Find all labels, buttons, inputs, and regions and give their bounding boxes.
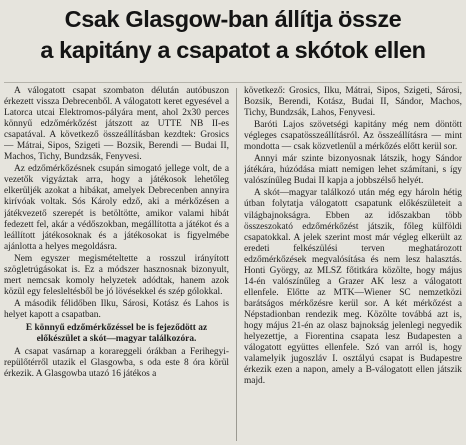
paragraph: A válogatott csapat szombaton délután autóbuszon érkezett vissza Debrecenből. A válogatott keret egyesével a Latorca utcai Elektromos-pályára ment, ahol 2x30 perces könnyű edzőmérkőzést játszott az UTTE NB II-es csapatával. A következő összeállításban kezdtek: Grosics — Mátrai, Sipos, Szigeti — Bozsik, Berendi — Budai II, Machos, Tichy, Bundzsák, Fenyvesi. [4, 86, 229, 163]
right-column [244, 86, 462, 445]
paragraph: Az edzőmérkőzésnek csupán simogató jellege volt, de a vezetők vigyáztak arra, hogy a játékosok lehetőleg elkerüljék azokat a hibákat, amelyek Debrecenben annyira kirívóak voltak. Sós Károly edző, aki a mérkőzésen a játékvezető szerepét is betöltötte, amikor valami hibát fedezett fel, akár a védőszokban, megállította a játékot és a leállított játékosoknak és a játékosokat is figyelmébe ajánlotta a helyes megoldásra. [4, 164, 229, 252]
headline-line-2: a kapitány a csapatot a skótok ellen [40, 37, 426, 63]
paragraph: következő: Grosics, Ilku, Mátrai, Sipos, Szigeti, Sárosi, Bozsik, Berendi, Kotász, Budai II, Sándor, Machos, Tichy, Bundzsák, Lahos, Fenyvesi. [244, 86, 462, 119]
column-divider [236, 88, 237, 441]
paragraph: A skót—magyar találkozó után még egy hároln hétig útban folytatja válogatott csapatunk előkészületeit a világbajnokságra. Ebben az időszakban több összeszokató edzőmérkőzést játszik, főleg külföldi csapatokkal. A jelek szerint most már végleg elkerült az eredeti felkészülési terven meghatározott edzőmérkőzések megvalósítása és nem lesz halasztás. Honti György, az MLSZ főtitkára közölte, hogy május 14-én valószínűleg a Grazer AK lesz a válogatott ellenfele. Előtte az MTK—Wiener SC nemzetközi barátságos mérkőzésre kerül sor. A két mérkőzést a Népstadionban rendezik meg. Közölte továbbá azt is, hogy május 21-én az olasz bajnokság jelenlegi negyedik helyezettje, a Fiorentina csapata lesz Budapesten a válogatott együttes ellenfele. Szó van arról is, hogy valamelyik jugoszláv I. osztályú csapat is Budapestre érkezik ezen a napon, amely a B-válogatott ellen játszik majd. [244, 188, 462, 387]
paragraph: A második félidőben Ilku, Sárosi, Kotász és Lahos is helyet kapott a csapatban. [4, 298, 229, 320]
paragraph: Baróti Lajos szövetségi kapitány még nem döntött végleges csapatösszeállításról. Az összeállításra — mint mondotta — csak közvetlenül a mérkőzés előtt kerül sor. [244, 120, 462, 153]
headline-line-1: Csak Glasgow-ban állítja össze [64, 6, 402, 32]
headline-rule [4, 82, 462, 83]
paragraph: Nem egyszer megismételtette a rosszul irányított szögletrúgásokat is. Ez a módszer hasznosnak bizonyult, mert nemcsak komoly helyzetek adódtak, hanem azok közül egy felesleltésből be jó lövésekkel és szép gólokkal. [4, 253, 229, 297]
paragraph: A csapat vasárnap a korareggeli órákban a Ferihegyi-repülőtérről utazik el Glasgowba, s oda este 8 óra körül érkezik. A Glasgowba utazó 16 játékos a [4, 347, 229, 380]
headline [4, 4, 462, 66]
left-column [4, 86, 229, 445]
bold-lead-paragraph: E könnyű edzőmérkőzéssel be is fejeződött az előkészület a skót—magyar találkozóra. [25, 322, 208, 345]
paragraph: Annyi már szinte bizonyosnak látszik, hogy Sándor játékára, húzódása miatt nemigen lehet számítani, s így valószínűleg Budai II kapja a jobbszélső helyét. [244, 154, 462, 187]
